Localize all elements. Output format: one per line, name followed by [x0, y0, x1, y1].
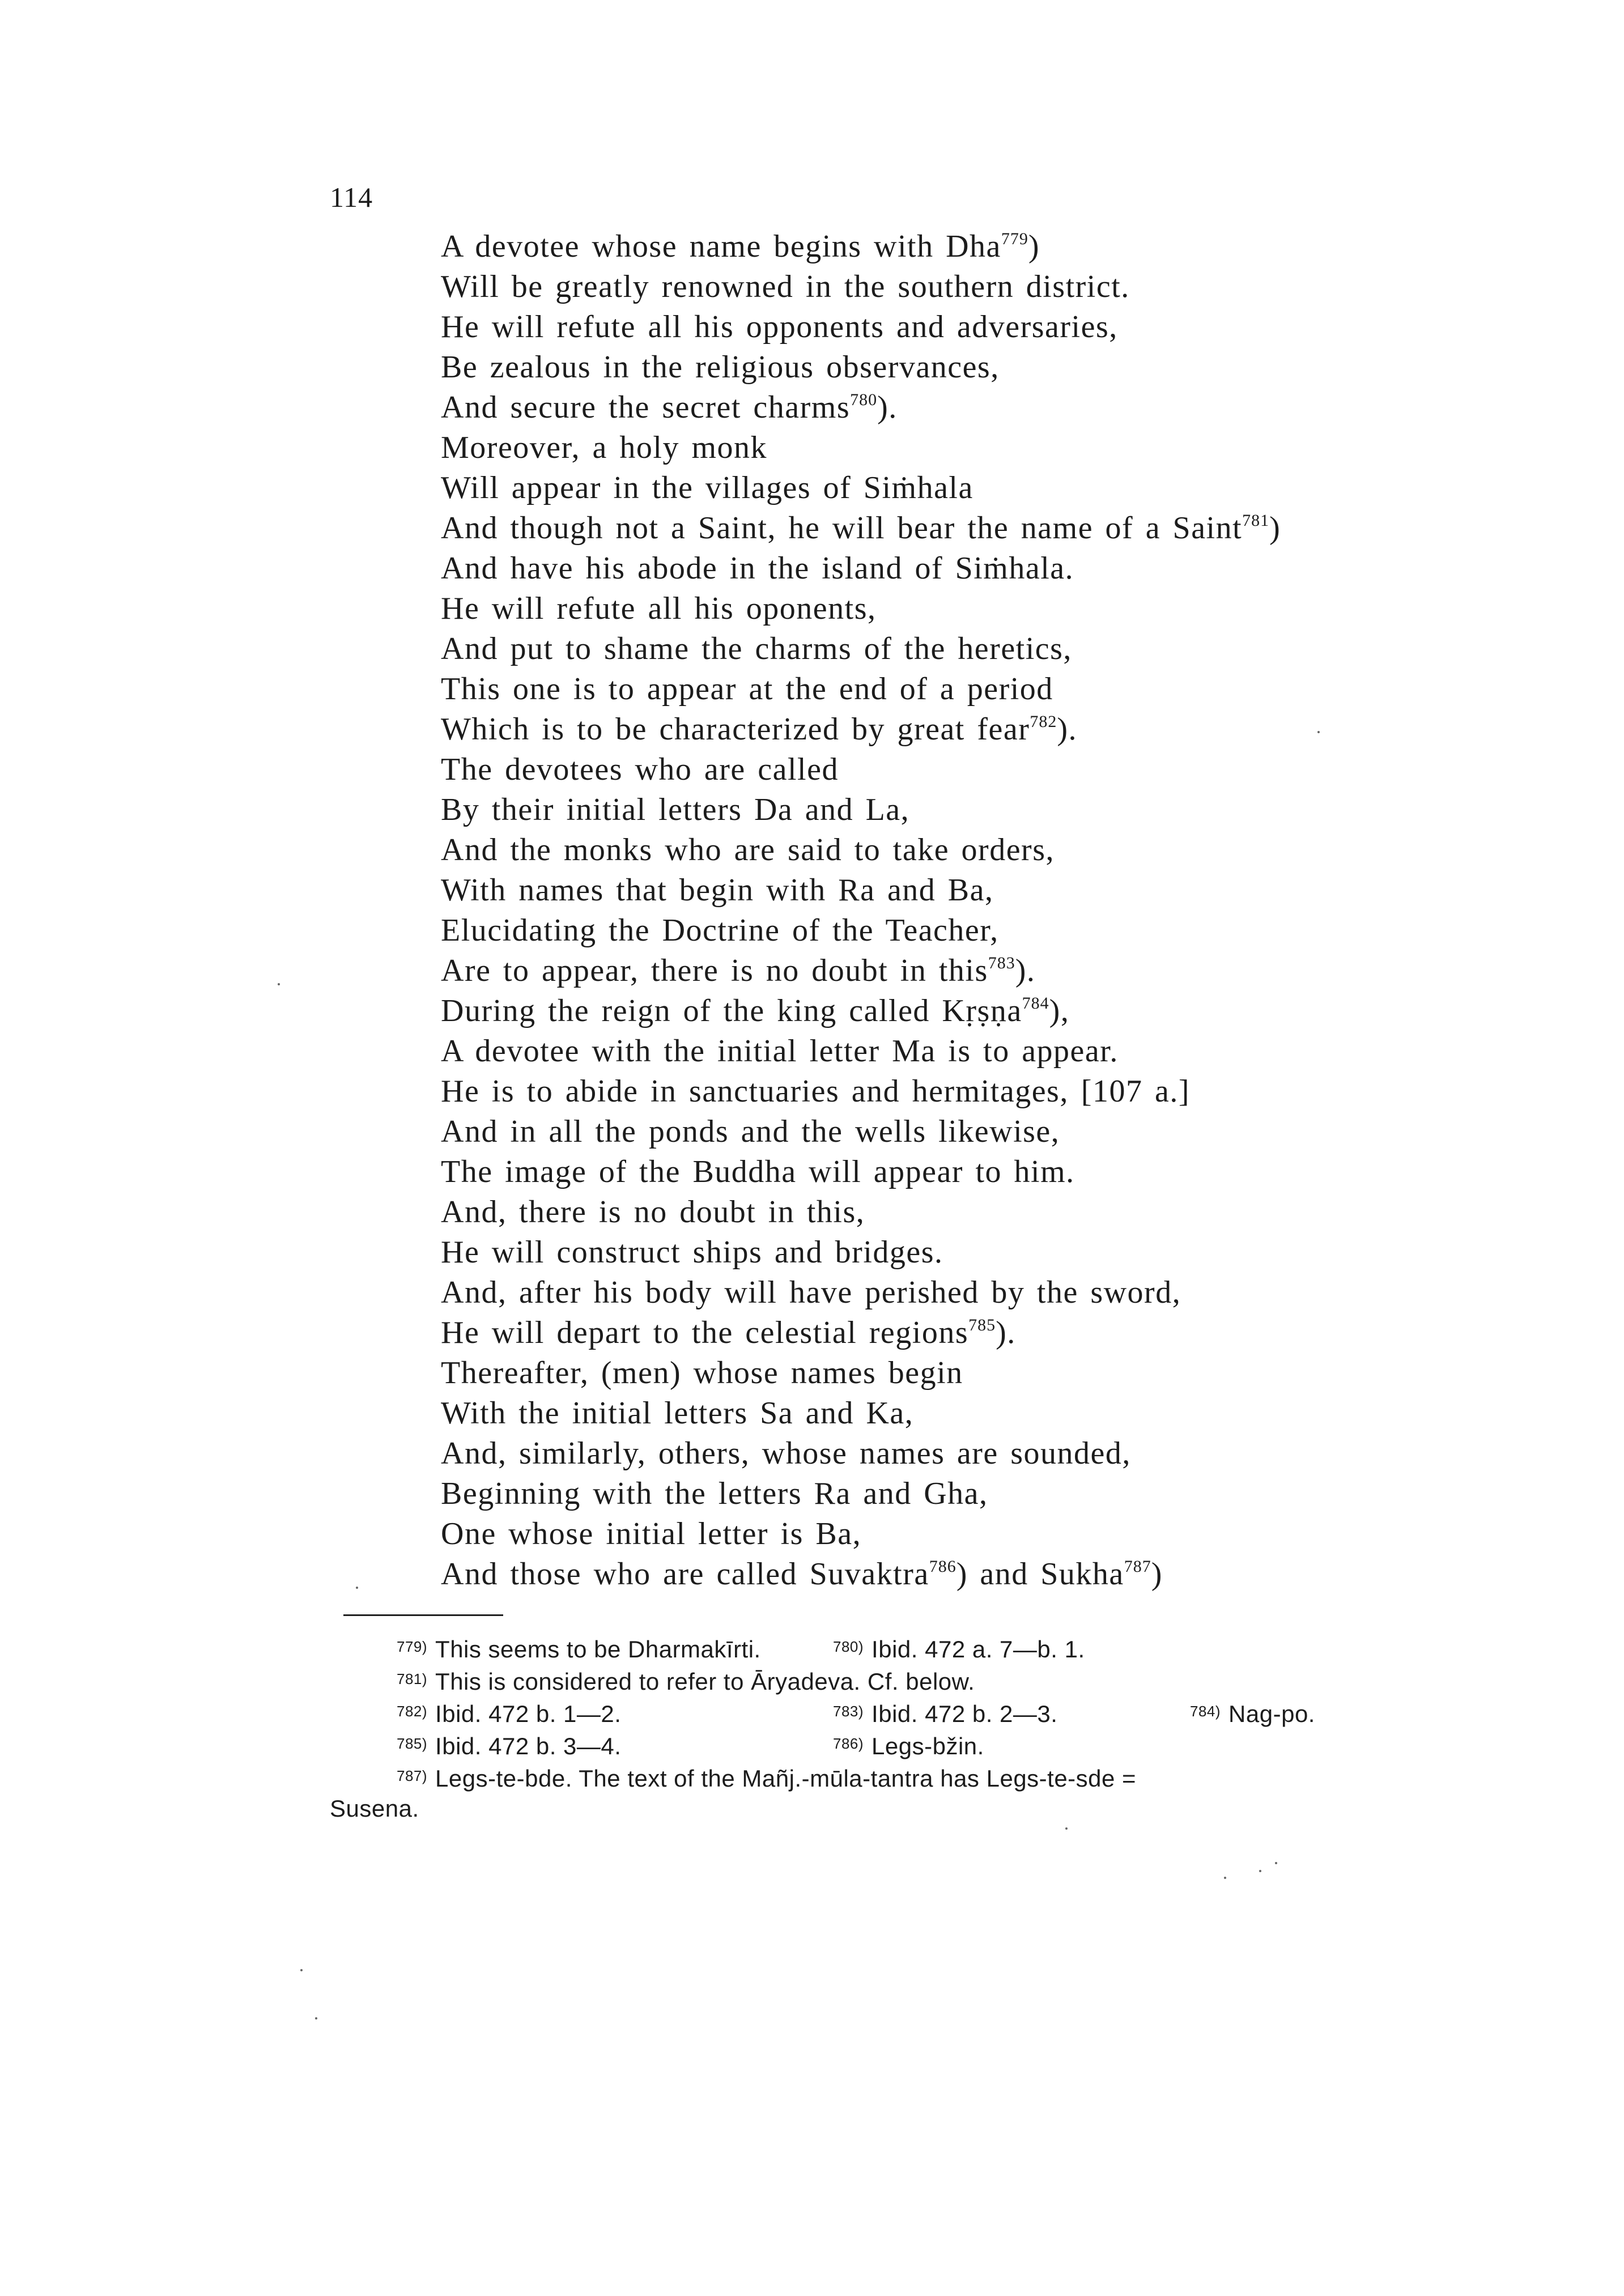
verse-line — [441, 1434, 1517, 1474]
footnote — [330, 1760, 1136, 1792]
verse-text: Elucidating the Doctrine of the Teacher, — [441, 913, 999, 948]
footnote-number: 781) — [397, 1670, 428, 1687]
verse-text: The devotees who are called — [441, 752, 839, 787]
footnote-text: Ibid. 472 b. 3—4. — [435, 1733, 622, 1759]
footnote-row — [330, 1728, 1378, 1760]
verse-line — [441, 1192, 1517, 1232]
scan-speck — [278, 983, 280, 985]
footnote-text: Legs-te-bde. The text of the Mañj.-mūla-tantra has Legs-te-sde = — [435, 1765, 1137, 1792]
verse-line — [441, 1313, 1517, 1353]
verse-text: And, there is no doubt in this, — [441, 1194, 865, 1230]
footnote-marker: 781 — [1242, 511, 1270, 530]
verse-text: One whose initial letter is Ba, — [441, 1516, 862, 1551]
footnote-marker: 787 — [1124, 1557, 1151, 1576]
verse-text: With names that begin with Ra and Ba, — [441, 873, 994, 908]
verse-punctuation: ) — [1028, 229, 1040, 264]
verse-line — [441, 790, 1517, 830]
verse-line — [441, 1031, 1517, 1072]
scan-speck — [356, 1587, 358, 1589]
verse-punctuation: ) — [1151, 1557, 1163, 1592]
verse-line — [441, 911, 1517, 951]
footnote — [330, 1631, 833, 1663]
verse-line — [441, 1273, 1517, 1313]
verse-line — [441, 1072, 1517, 1112]
verse-line — [441, 991, 1517, 1031]
verse-text: Which is to be characterized by great fear — [441, 712, 1030, 747]
footnote — [833, 1728, 1190, 1760]
verse-line — [441, 1514, 1517, 1554]
verse-passage — [441, 227, 1517, 1595]
verse-line — [441, 1393, 1517, 1434]
folio-reference: [107 a.] — [1081, 1074, 1191, 1109]
footnote-number: 785) — [397, 1735, 428, 1752]
footnote-text: This seems to be Dharmakīrti. — [435, 1636, 761, 1663]
footnote-number: 779) — [397, 1638, 428, 1655]
verse-punctuation: ) and Sukha — [956, 1557, 1124, 1592]
scan-speck — [1275, 1862, 1277, 1864]
verse-text: A devotee whose name begins with Dha — [441, 229, 1001, 264]
footnote-marker: 783 — [988, 954, 1015, 972]
verse-text: And, similarly, others, whose names are sounded, — [441, 1436, 1131, 1471]
scan-speck — [1259, 1870, 1261, 1872]
verse-text: Beginning with the letters Ra and Gha, — [441, 1476, 988, 1511]
verse-text: Moreover, a holy monk — [441, 430, 768, 465]
verse-line — [441, 388, 1517, 428]
footnote-number: 782) — [397, 1703, 428, 1720]
verse-line — [441, 267, 1517, 307]
footnote-rule — [343, 1614, 503, 1616]
footnote-marker: 784 — [1022, 994, 1049, 1013]
verse-text: He will refute all his oponents, — [441, 591, 877, 626]
verse-line — [441, 347, 1517, 388]
verse-punctuation: ). — [996, 1315, 1016, 1350]
verse-text: During the reign of the king called Kṛṣṇa — [441, 993, 1022, 1028]
verse-text: A devotee with the initial letter Ma is to appear. — [441, 1034, 1119, 1069]
footnote-marker: 786 — [929, 1557, 956, 1576]
verse-punctuation: ), — [1049, 993, 1070, 1028]
footnote-number: 784) — [1190, 1703, 1221, 1720]
footnote-marker: 782 — [1030, 712, 1057, 731]
verse-line — [441, 468, 1517, 508]
footnote — [1190, 1695, 1360, 1728]
footnote-row — [330, 1695, 1378, 1728]
footnote — [833, 1631, 1190, 1663]
verse-text: This one is to appear at the end of a period — [441, 671, 1053, 707]
footnote-row — [330, 1760, 1378, 1792]
verse-text: He will refute all his opponents and adversaries, — [441, 309, 1118, 345]
footnote-text: Ibid. 472 b. 1—2. — [435, 1700, 622, 1727]
footnote-number: 786) — [833, 1735, 864, 1752]
scan-speck — [1317, 731, 1320, 733]
verse-punctuation: ). — [1015, 953, 1036, 988]
verse-text: The image of the Buddha will appear to him. — [441, 1154, 1075, 1189]
verse-line — [441, 951, 1517, 991]
verse-line — [441, 669, 1517, 709]
verse-line — [441, 1554, 1517, 1595]
footnote-text: Legs-bžin. — [871, 1733, 984, 1759]
verse-text: And in all the ponds and the wells likewise, — [441, 1114, 1060, 1149]
verse-line — [441, 549, 1517, 589]
verse-line — [441, 1152, 1517, 1192]
verse-line — [441, 709, 1517, 750]
verse-text: And though not a Saint, he will bear the name of a Saint — [441, 511, 1243, 546]
scan-speck — [1065, 1827, 1068, 1830]
footnote-row — [330, 1663, 1378, 1695]
verse-line — [441, 830, 1517, 870]
verse-punctuation: ). — [1057, 712, 1078, 747]
verse-text: And the monks who are said to take orders, — [441, 832, 1055, 868]
verse-line — [441, 508, 1517, 549]
verse-text: With the initial letters Sa and Ka, — [441, 1396, 914, 1431]
footnote-marker: 780 — [850, 390, 878, 409]
footnote-text: This is considered to refer to Āryadeva. Cf. below. — [435, 1668, 975, 1695]
verse-line — [441, 870, 1517, 911]
scan-speck — [315, 2017, 317, 2019]
footnote — [330, 1695, 833, 1728]
scan-speck — [1224, 1877, 1226, 1879]
verse-line — [441, 1232, 1517, 1273]
footnote-number: 787) — [397, 1767, 428, 1784]
verse-text: Will appear in the villages of Siṁhala — [441, 470, 973, 505]
footnote-number: 780) — [833, 1638, 864, 1655]
verse-punctuation: ) — [1269, 511, 1281, 546]
verse-line — [441, 428, 1517, 468]
verse-text: And have his abode in the island of Siṁhala. — [441, 551, 1074, 586]
verse-text: He will construct ships and bridges. — [441, 1235, 943, 1270]
footnote-text: Ibid. 472 b. 2—3. — [871, 1700, 1058, 1727]
footnotes — [330, 1631, 1378, 1825]
footnote-continuation: Susena. — [330, 1795, 419, 1822]
verse-text: By their initial letters Da and La, — [441, 792, 910, 827]
verse-text: Will be greatly renowned in the southern district. — [441, 269, 1130, 304]
scan-speck — [300, 1969, 303, 1971]
verse-text: Thereafter, (men) whose names begin — [441, 1355, 963, 1391]
verse-text: And put to shame the charms of the heretics, — [441, 631, 1072, 666]
verse-text: Are to appear, there is no doubt in this — [441, 953, 988, 988]
verse-line — [441, 629, 1517, 669]
page-number: 114 — [330, 181, 373, 213]
footnote-number: 783) — [833, 1703, 864, 1720]
verse-line — [441, 307, 1517, 347]
verse-text: And those who are called Suvaktra — [441, 1557, 929, 1592]
footnote — [330, 1728, 833, 1760]
footnote-text: Ibid. 472 a. 7—b. 1. — [871, 1636, 1085, 1663]
footnote — [833, 1695, 1190, 1728]
verse-line — [441, 1112, 1517, 1152]
verse-text: He is to abide in sanctuaries and hermitages, — [441, 1074, 1069, 1109]
verse-text: And secure the secret charms — [441, 390, 851, 425]
verse-text: Be zealous in the religious observances, — [441, 350, 1000, 385]
footnote-marker: 779 — [1001, 229, 1028, 248]
footnote-marker: 785 — [968, 1316, 996, 1334]
verse-line — [441, 1474, 1517, 1514]
verse-text: And, after his body will have perished by the sword, — [441, 1275, 1181, 1310]
footnote — [330, 1663, 975, 1695]
verse-line — [441, 1353, 1517, 1393]
verse-punctuation: ). — [877, 390, 898, 425]
verse-line — [441, 750, 1517, 790]
verse-line — [441, 589, 1517, 629]
verse-text: He will depart to the celestial regions — [441, 1315, 969, 1350]
footnote-row — [330, 1631, 1378, 1663]
verse-line — [441, 227, 1517, 267]
footnote-text: Nag-po. — [1228, 1700, 1315, 1727]
